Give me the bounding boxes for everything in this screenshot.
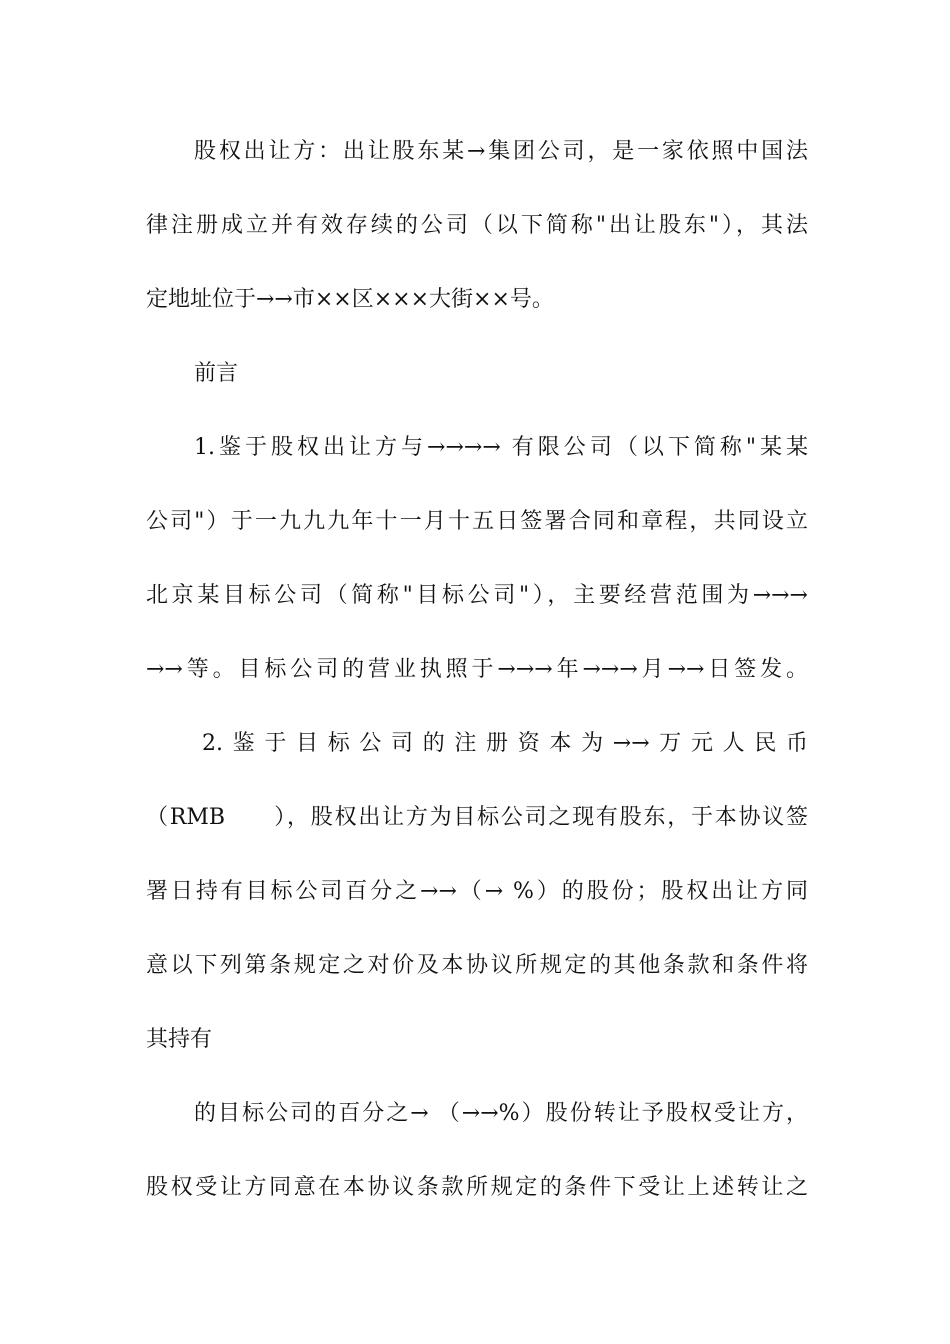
paragraph-line: 意以下列第条规定之对价及本协议所规定的其他条款和条件将 (146, 953, 808, 978)
paragraph-line: 公司"）于一九九九年十一月十五日签署合同和章程，共同设立 (146, 509, 808, 534)
paragraph-line: 北京某目标公司（简称"目标公司"），主要经营范围为→→→ (146, 583, 808, 608)
paragraph-line: 其持有 (146, 1027, 213, 1052)
paragraph-line: 署日持有目标公司百分之→→（→ %）的股份；股权出让方同 (146, 879, 808, 904)
paragraph-line: 股权受让方同意在本协议条款所规定的条件下受让上述转让之 (146, 1175, 808, 1200)
paragraph-line: 定地址位于→→市××区×××大街××号。 (146, 287, 554, 312)
paragraph-line: →→等。目标公司的营业执照于→→→年→→→月→→日签发。 (146, 657, 808, 682)
paragraph-line: 2.鉴于目标公司的注册资本为→→万元人民币 (202, 731, 808, 756)
paragraph-line: 1.鉴于股权出让方与→→→→ 有限公司（以下简称"某某 (194, 435, 808, 460)
paragraph-line: 股权出让方：出让股东某→集团公司，是一家依照中国法 (194, 139, 808, 164)
paragraph-line: （RMB ），股权出让方为目标公司之现有股东，于本协议签 (146, 805, 808, 830)
paragraph-line: 律注册成立并有效存续的公司（以下简称"出让股东"），其法 (146, 213, 808, 238)
section-heading: 前言 (194, 361, 239, 386)
paragraph-line: 的目标公司的百分之→ （→→%）股份转让予股权受让方， (194, 1101, 808, 1126)
